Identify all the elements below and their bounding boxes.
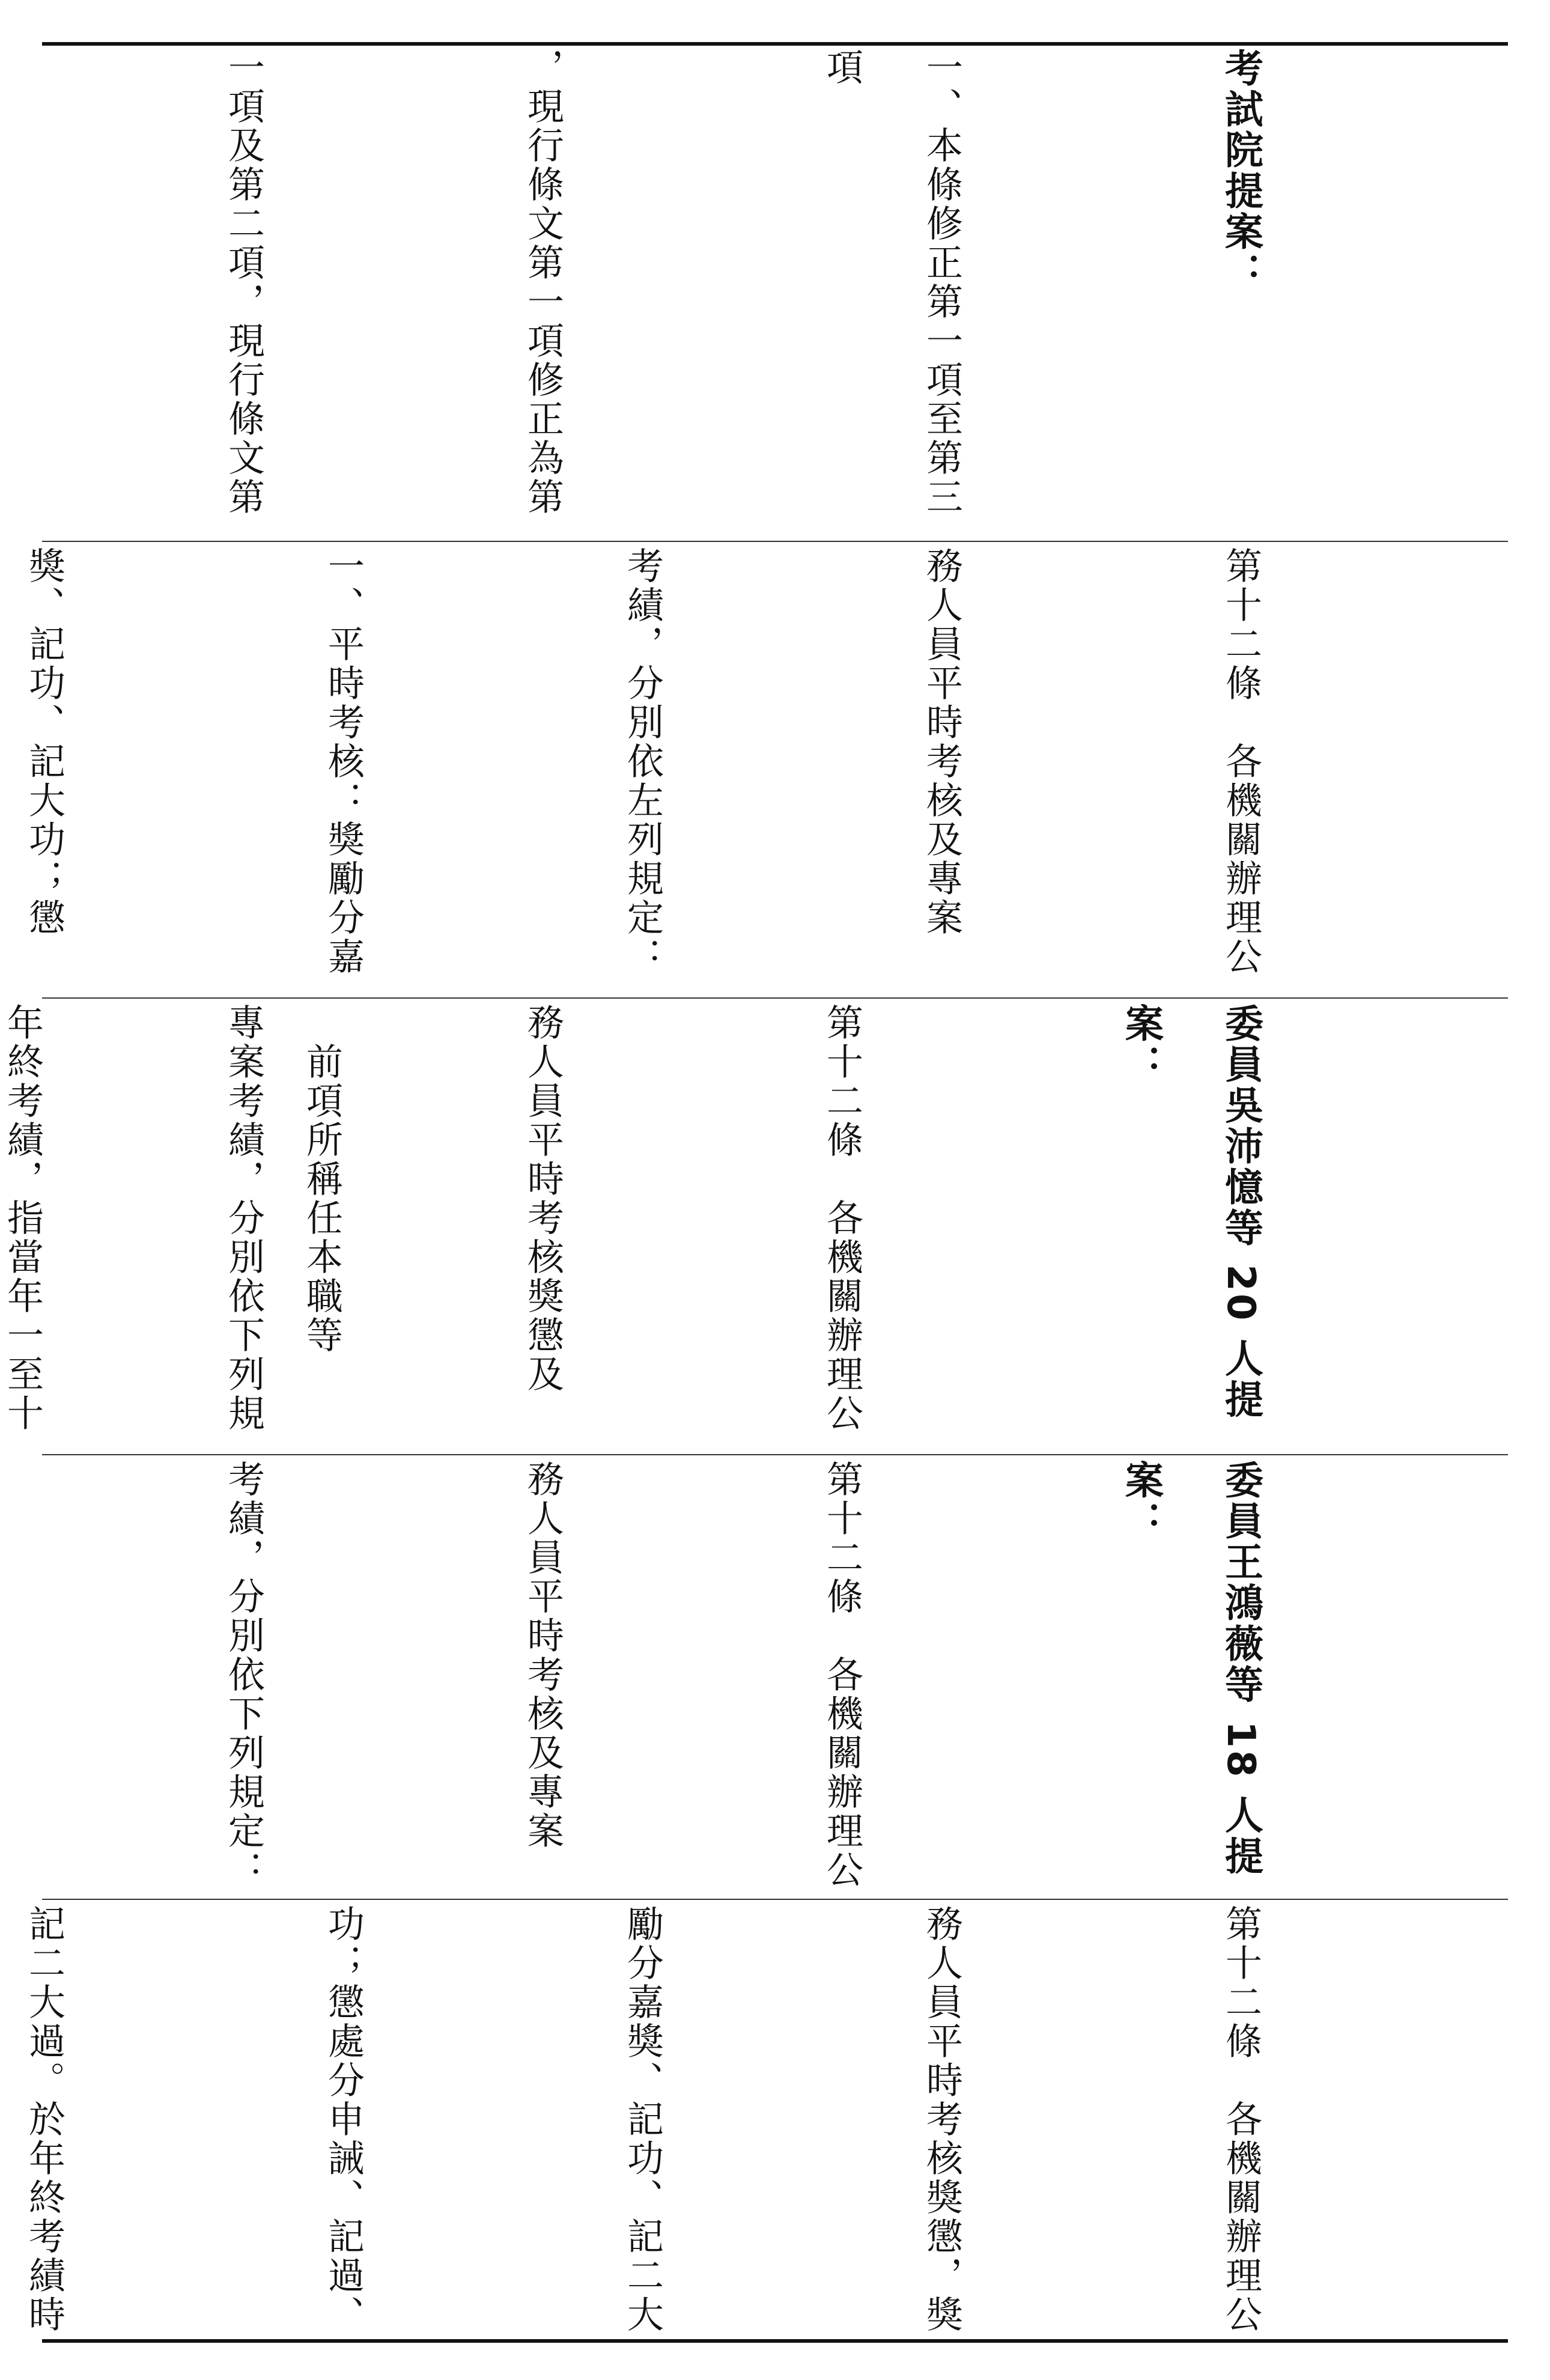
wu-continuation-line: 前項所稱任本職等 [300,1003,343,1355]
row-wang-proposal [42,1460,1508,1893]
current-law-line: 務人員平時考核及專案 [920,547,963,937]
row-divider [42,1454,1508,1455]
wu-proposal-line: 務人員平時考核獎懲及 [521,1003,564,1394]
current-law-column [0,547,1490,976]
top-rule [42,42,1508,46]
exam-yuan-line: ，現行條文第一項修正為第 [521,48,564,517]
committee-version-column [0,1905,1490,2334]
exam-yuan-line: 一項及第二項，現行條文第 [222,48,265,517]
current-law-line: 獎、記功、記大功；懲 [23,547,65,937]
wang-proposal-column [0,1460,1490,1893]
wu-proposal-heading: 委員吳沛憶等 20 人提案： [1119,1003,1263,1420]
wang-proposal-heading: 委員王鴻薇等 18 人提案： [1119,1460,1263,1877]
current-law-line: 一、平時考核：獎勵分嘉 [322,547,365,976]
exam-yuan-column [0,48,1490,535]
wu-continuation-line: 年終考績，指當年一至十 [1,1003,44,1433]
exam-yuan-line: 一、本條修正第一項至第三項 [821,48,963,517]
row-current-law [23,547,1508,991]
row-divider [42,997,1508,999]
committee-version-line: 勵分嘉獎、記功、記二大 [621,1905,664,2334]
wu-proposal-continuation-column [0,1003,571,1433]
committee-version-line: 務人員平時考核獎懲，獎 [920,1905,963,2334]
committee-version-line: 功；懲處分申誡、記過、 [322,1905,365,2334]
wu-proposal-line: 專案考績，分別依下列規 [222,1003,265,1433]
row-divider [42,541,1508,542]
exam-yuan-heading: 考試院提案： [1218,48,1263,293]
row-divider [42,1899,1508,1900]
current-law-line: 第十二條 各機關辦理公 [1220,547,1262,976]
committee-version-line: 第十二條 各機關辦理公 [1220,1905,1262,2334]
wu-proposal-continuation-block [1,1003,1508,1448]
committee-version-line: 記二大過。於年終考績時 [23,1905,65,2334]
wang-proposal-line: 務人員平時考核及專案 [521,1460,564,1851]
wang-proposal-line: 考績，分別依下列規定： [222,1460,265,1890]
current-law-line: 考績，分別依左列規定： [621,547,664,976]
wang-proposal-line: 第十二條 各機關辦理公 [821,1460,863,1890]
row-committee-version [23,1905,1508,2334]
row-exam-yuan [42,48,1508,535]
wu-proposal-line: 第十二條 各機關辦理公 [821,1003,863,1433]
bottom-rule [42,2339,1508,2343]
